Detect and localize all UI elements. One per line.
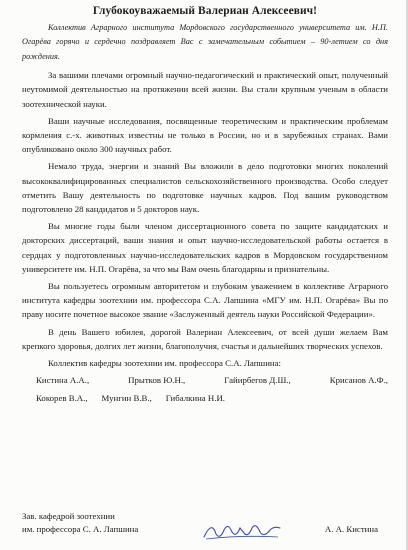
signatory-name: А. А. Кистина xyxy=(324,524,378,534)
colleague-name: Крисанов А.Ф., xyxy=(329,375,388,386)
colleague-name: Гибалкина Н.И. xyxy=(165,393,225,404)
colleague-name: Кистина А.А., xyxy=(36,375,90,386)
handwritten-signature xyxy=(202,516,282,542)
colleagues-heading: Коллектив кафедры зоотехнии им. профессора С.А. Лапшина: xyxy=(48,358,281,369)
body-paragraph-3: Немало труда, энергии и знаний Вы вложили в дело подготовки многих поколений высококвалифицированных специалистов сельскохозяйственного производства. Особо следует отметить Вашу деятельность по подготовке научных кадров. Под вашим руководством подготовлено 28 кандидатов и 5 докторов наук. xyxy=(22,161,388,215)
body-paragraph-1: За вашими плечами огромный научно-педагогический и практический опыт, полученный неутомимой деятельностью на протяжении всей жизни. Вы стали крупным ученым в области зоотехнической науки. xyxy=(22,70,388,109)
body-paragraph-4: Вы многие годы были членом диссертационного совета по защите кандидатских и докторских диссертаций, ваши знания и опыт научно-исследовательской работы остается в сердцах у подготовленных научно-исследовательских кадров в Мордовском государственном университете им. Н.П. Огарёва, за что мы Вам очень благодарны и признательны. xyxy=(22,221,388,274)
position-line-1: Зав. кафедрой зоотехнии xyxy=(22,511,115,521)
greeting-title: Глубокоуважаемый Валериан Алексеевич! xyxy=(92,5,318,17)
body-paragraph-2: Ваши научные исследования, посвященные теоретическим и практическим проблемам кормления с.-х. животных известны не только в России, но и в зарубежных странах. Вами опубликовано около 300 научных работ. xyxy=(22,115,388,155)
body-paragraph-5: Вы пользуетесь огромным авторитетом и глубоким уважением в коллективе Аграрного института кафедры зоотехнии им. профессора С.А. Лапшина «МГУ им. Н.П. Огарёва» Вы по праву носите почетное высокое звание «Заслуженный деятель науки Российской Федерации». xyxy=(22,281,388,320)
colleague-name: Гайирбегов Д.Ш., xyxy=(224,375,291,386)
colleagues-row-2 xyxy=(22,391,388,405)
colleague-name: Прытков Ю.Н., xyxy=(128,375,186,386)
colleague-name: Кокорев В.А., xyxy=(36,393,88,404)
colleagues-row-1 xyxy=(22,373,388,387)
body-paragraph-6: В день Вашего юбилея, дорогой Валериан Алексеевич, от всей души желаем Вам крепкого здоровья, долгих лет жизни, благополучия, счастья и дальнейших творческих успехов. xyxy=(22,326,388,351)
position-line-2: им. профессора С. А. Лапшина xyxy=(22,524,139,534)
colleague-name: Мунгин В.В., xyxy=(101,393,152,404)
signature-block xyxy=(22,510,388,536)
intro-paragraph: Коллектив Аграрного института Мордовского государственного университета им. Н.П. Огарёва горячо и сердечно поздравляет Вас с замечательным событием – 90-летием со дня рождения. xyxy=(22,23,388,61)
